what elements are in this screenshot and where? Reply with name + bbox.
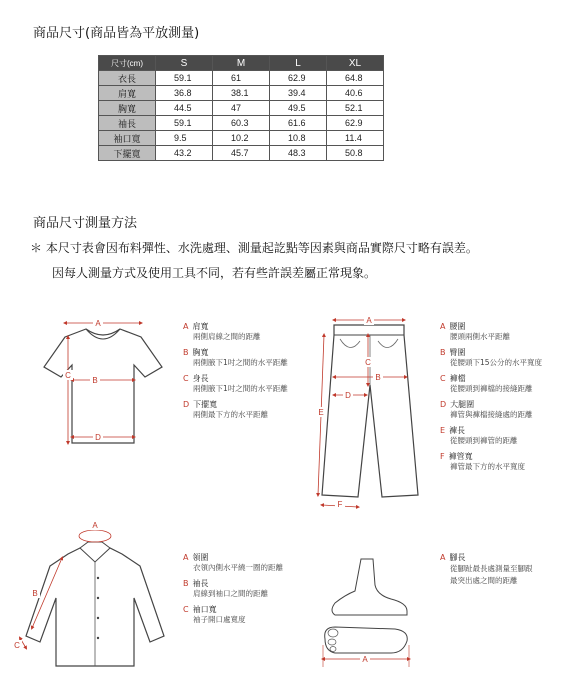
legend-desc: 兩側腋下1吋之間的水平距離: [193, 384, 288, 393]
pants-legend: [440, 322, 542, 478]
col-header: S: [156, 56, 213, 71]
diagram-letter: A: [362, 655, 368, 664]
legend-name: 褲管寬: [448, 452, 473, 461]
table-cell: 61.6: [270, 116, 327, 131]
row-label: 肩寬: [99, 86, 156, 101]
table-cell: 9.5: [156, 131, 213, 146]
legend-key: A: [440, 553, 446, 562]
page-title: 商品尺寸(商品皆為平放測量): [33, 26, 200, 41]
legend-name: 腰圍: [449, 322, 466, 331]
col-header: L: [270, 56, 327, 71]
table-cell: 36.8: [156, 86, 213, 101]
legend-key: E: [440, 426, 446, 435]
diagram-letter: C: [65, 371, 71, 380]
legend-key: B: [183, 348, 189, 357]
legend-name: 腳長: [449, 553, 466, 562]
foot-diagram: [315, 555, 415, 670]
diagram-letter: D: [345, 391, 351, 400]
shoe-legend: [440, 553, 533, 593]
legend-name: 胸寬: [192, 348, 209, 357]
legend-desc: 衣領內側水平繞一圈的距離: [193, 563, 283, 572]
legend-desc: 肩線到袖口之間的距離: [193, 589, 268, 598]
row-label: 下擺寬: [99, 146, 156, 161]
table-cell: 60.3: [213, 116, 270, 131]
table-cell: 48.3: [270, 146, 327, 161]
diagram-letter: A: [95, 319, 101, 328]
diagram-letter: E: [318, 408, 324, 417]
row-label: 胸寬: [99, 101, 156, 116]
legend-desc: 從腰頭下15公分的水平寬度: [450, 358, 543, 367]
legend-key: B: [440, 348, 446, 357]
legend-desc: 袖子開口處寬度: [193, 615, 246, 624]
table-row: [99, 71, 384, 86]
col-header: XL: [327, 56, 384, 71]
table-cell: 39.4: [270, 86, 327, 101]
legend-desc: 兩側最下方的水平距離: [193, 410, 268, 419]
legend-desc: 腰頭兩側水平距離: [450, 332, 510, 341]
diagram-letter: D: [95, 433, 101, 442]
table-cell: 59.1: [156, 116, 213, 131]
diagram-letter: A: [92, 521, 98, 530]
legend-desc: 兩側肩線之間的距離: [193, 332, 261, 341]
legend-desc: 從腰頭到褲檔的接縫距離: [450, 384, 533, 393]
table-cell: 11.4: [327, 131, 384, 146]
method-title: 商品尺寸測量方法: [33, 216, 138, 231]
legend-name: 褲長: [449, 426, 466, 435]
table-cell: 62.9: [270, 71, 327, 86]
diagram-letter: B: [375, 373, 381, 382]
legend-desc: 兩側腋下1吋之間的水平距離: [193, 358, 288, 367]
table-cell: 10.2: [213, 131, 270, 146]
table-row: [99, 116, 384, 131]
shirt-diagram: [10, 518, 175, 668]
legend-key: F: [440, 452, 445, 461]
table-cell: 52.1: [327, 101, 384, 116]
table-cell: 10.8: [270, 131, 327, 146]
row-label: 袖口寬: [99, 131, 156, 146]
size-table: [98, 55, 384, 161]
table-header-row: [99, 56, 384, 71]
table-cell: 47: [213, 101, 270, 116]
table-corner: 尺寸(cm): [99, 56, 156, 71]
diagram-letter: B: [32, 589, 38, 598]
legend-name: 褲檔: [449, 374, 466, 383]
tshirt-legend: [183, 322, 288, 426]
table-row: [99, 86, 384, 101]
legend-desc: 褲管與褲檔接縫處的距離: [450, 410, 533, 419]
table-row: [99, 131, 384, 146]
diagram-letter: B: [92, 376, 98, 385]
legend-key: A: [183, 322, 189, 331]
legend-key: D: [440, 400, 447, 409]
legend-name: 下擺寬: [193, 400, 218, 409]
table-cell: 44.5: [156, 101, 213, 116]
row-label: 衣長: [99, 71, 156, 86]
note-line-1: ＊ 本尺寸表會因布料彈性、水洗處理、測量起訖點等因素與商品實際尺寸略有誤差。: [30, 241, 478, 255]
legend-name: 肩寬: [192, 322, 209, 331]
row-label: 袖長: [99, 116, 156, 131]
table-cell: 40.6: [327, 86, 384, 101]
legend-key: A: [440, 322, 446, 331]
legend-name: 身長: [192, 374, 209, 383]
legend-key: C: [440, 374, 446, 383]
table-cell: 62.9: [327, 116, 384, 131]
note-line-2: 因每人測量方式及使用工具不同，若有些許誤差屬正常現象。: [52, 266, 377, 280]
table-row: [99, 101, 384, 116]
legend-desc: 褲管最下方的水平寬度: [450, 462, 525, 471]
legend-key: C: [183, 605, 189, 614]
legend-key: C: [183, 374, 189, 383]
table-cell: 38.1: [213, 86, 270, 101]
pants-diagram: [310, 315, 430, 510]
diagram-letter: C: [365, 358, 371, 367]
legend-desc: 從腳趾最長處測量至腳跟 最突出處之間的距離: [450, 564, 533, 585]
legend-desc: 從腰頭到褲管的距離: [450, 436, 518, 445]
table-cell: 45.7: [213, 146, 270, 161]
legend-name: 大腿圍: [450, 400, 475, 409]
legend-key: A: [183, 553, 189, 562]
legend-key: B: [183, 579, 189, 588]
table-cell: 43.2: [156, 146, 213, 161]
table-cell: 64.8: [327, 71, 384, 86]
legend-name: 袖口寬: [192, 605, 217, 614]
diagram-letter: F: [337, 500, 343, 509]
diagram-letter: C: [14, 641, 20, 650]
tshirt-diagram: [38, 315, 168, 450]
legend-name: 臀圍: [449, 348, 466, 357]
shirt-legend: [183, 553, 283, 631]
legend-key: D: [183, 400, 190, 409]
table-cell: 59.1: [156, 71, 213, 86]
diagram-letter: A: [366, 316, 372, 325]
legend-name: 領圍: [192, 553, 209, 562]
table-cell: 49.5: [270, 101, 327, 116]
legend-name: 袖長: [192, 579, 209, 588]
table-cell: 50.8: [327, 146, 384, 161]
table-row: [99, 146, 384, 161]
col-header: M: [213, 56, 270, 71]
table-cell: 61: [213, 71, 270, 86]
